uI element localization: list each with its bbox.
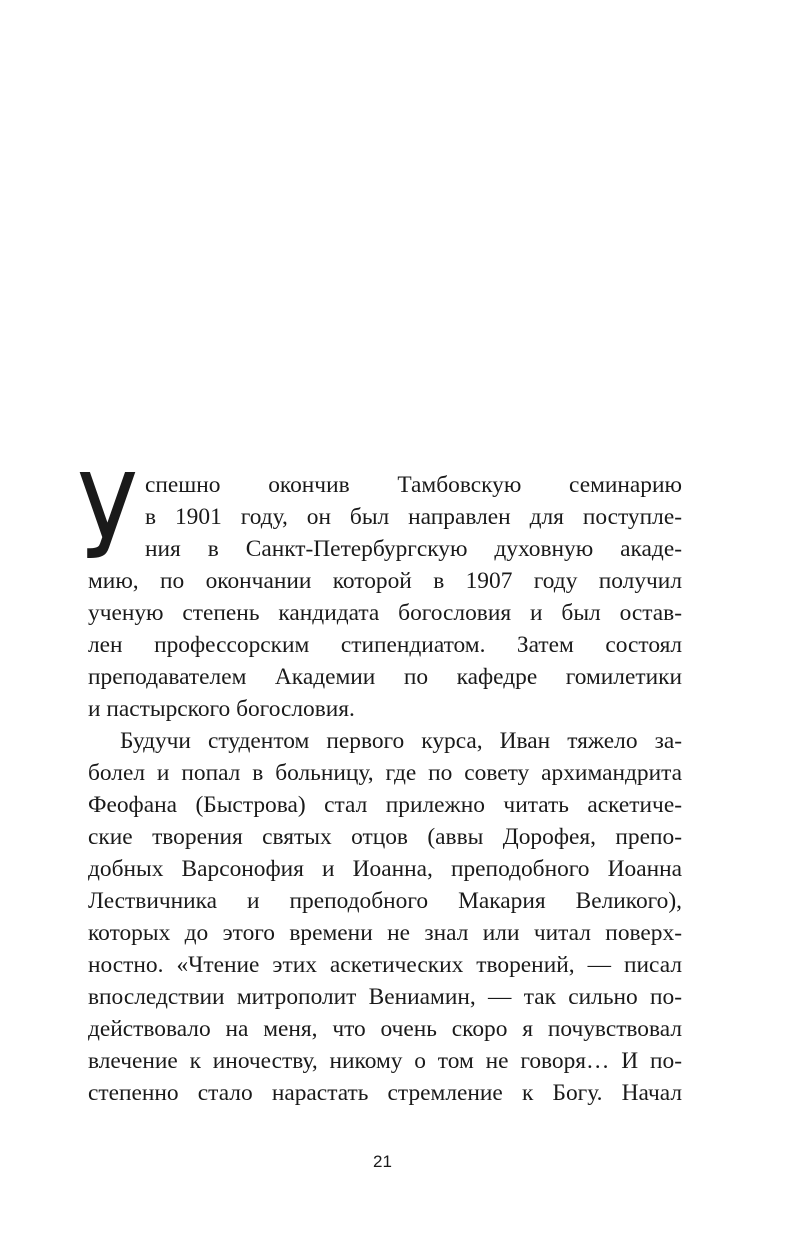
text-line: в 1901 году, он был направлен для поступле- <box>145 504 682 530</box>
text-line: ученую степень кандидата богословия и был остав- <box>88 600 682 626</box>
text-line: спешно окончив Тамбовскую семинарию <box>145 472 682 498</box>
text-line: ния в Санкт-Петербургскую духовную акаде- <box>145 536 682 562</box>
text-line: мию, по окончании которой в 1907 году получил <box>88 568 682 594</box>
text-line: влечение к иночеству, никому о том не говоря… И по- <box>88 1048 682 1074</box>
paragraph-2 <box>88 725 682 1109</box>
drop-cap: У <box>78 448 137 586</box>
text-line: преподавателем Академии по кафедре гомилетики <box>88 664 682 690</box>
text-line: и пастырского богословия. <box>88 696 355 722</box>
text-line: впоследствии митрополит Вениамин, — так сильно по- <box>88 984 682 1010</box>
text-line: Будучи студентом первого курса, Иван тяжело за- <box>120 728 682 754</box>
page-number: 21 <box>373 1152 392 1171</box>
text-line: Феофана (Быстрова) стал прилежно читать аскетиче- <box>88 792 682 818</box>
text-line: болел и попал в больницу, где по совету архимандрита <box>88 760 682 786</box>
text-line: ностно. «Чтение этих аскетических творений, — писал <box>88 952 682 978</box>
body-text <box>78 448 682 1109</box>
paragraph-1 <box>88 469 682 725</box>
text-line: действовало на меня, что очень скоро я почувствовал <box>88 1016 682 1042</box>
text-line: добных Варсонофия и Иоанна, преподобного Иоанна <box>88 856 682 882</box>
text-line: которых до этого времени не знал или читал поверх- <box>88 920 682 946</box>
text-line: лен профессорским стипендиатом. Затем состоял <box>88 632 682 658</box>
text-line: ские творения святых отцов (аввы Дорофея, препо- <box>88 824 682 850</box>
text-line: степенно стало нарастать стремление к Богу. Начал <box>88 1080 682 1106</box>
text-line: Лествичника и преподобного Макария Великого), <box>88 888 682 914</box>
